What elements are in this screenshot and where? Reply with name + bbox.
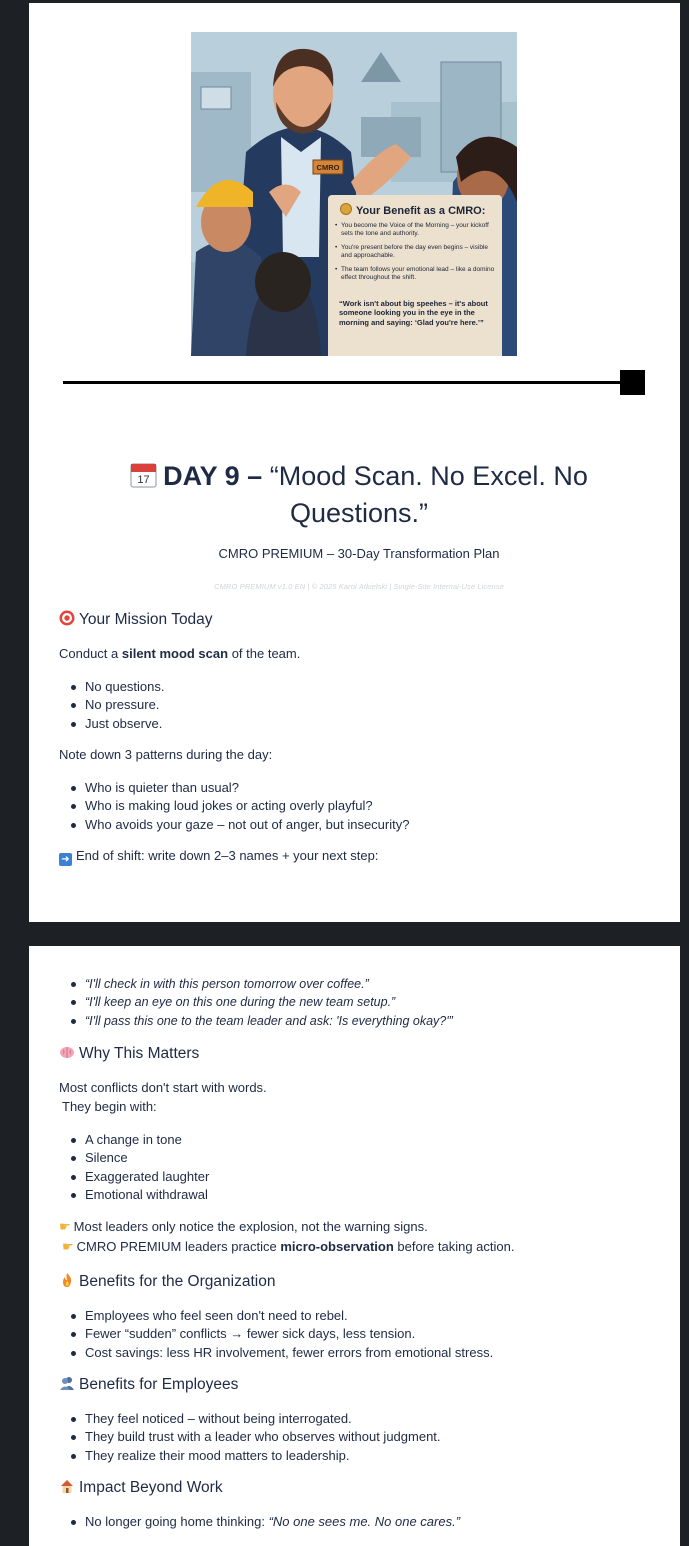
- org-heading: [59, 1272, 275, 1291]
- list-item: “I'll check in with this person tomorrow over coffee.”: [69, 975, 453, 993]
- license-text: CMRO PREMIUM v1.0 EN | © 2025 Karol Atkielski | Single-Site Internal-Use License: [214, 582, 504, 591]
- fire-icon: [59, 1272, 75, 1288]
- list-item: Employees who feel seen don't need to rebel.: [69, 1307, 493, 1325]
- employees-heading: [59, 1375, 238, 1394]
- coin-icon: [340, 203, 352, 215]
- mission-heading-text: Your Mission Today: [79, 611, 213, 628]
- benefit-title-text: Your Benefit as a CMRO:: [356, 205, 486, 217]
- list-item: “I'll keep an eye on this one during the new team setup.”: [69, 993, 453, 1011]
- list-item: “I'll pass this one to the team leader and ask: 'Is everything okay?'”: [69, 1012, 453, 1030]
- pointing-hand-icon: ☛: [59, 1219, 71, 1234]
- org-list: [69, 1307, 493, 1362]
- benefit-item: • You're present before the day even begins – visible and approachable.: [335, 244, 497, 261]
- page-1: [29, 3, 680, 922]
- list-item: Just observe.: [69, 715, 165, 733]
- why-note-2: ☛ CMRO PREMIUM leaders practice micro-observation before taking action.: [62, 1239, 515, 1254]
- benefit-callout: [328, 195, 502, 356]
- title-day: DAY 9 –: [163, 461, 263, 491]
- benefit-title: [340, 203, 485, 217]
- list-item: A change in tone: [69, 1131, 209, 1149]
- benefit-quote: “Work isn't about big speehes – it's about someone looking you in the eye in the morning and saying: ‘Glad you're here.’”: [339, 299, 488, 327]
- divider-line: [63, 381, 623, 384]
- list-item: No questions.: [69, 678, 165, 696]
- employees-heading-text: Benefits for Employees: [79, 1376, 239, 1393]
- org-heading-text: Benefits for the Organization: [79, 1273, 276, 1290]
- mission-intro: Conduct a silent mood scan of the team.: [59, 646, 301, 661]
- target-icon: [59, 610, 75, 626]
- list-item: They build trust with a leader who observes without judgment.: [69, 1428, 441, 1446]
- subtitle: CMRO PREMIUM – 30-Day Transformation Plan: [218, 546, 500, 561]
- list-item: Exaggerated laughter: [69, 1168, 209, 1186]
- patterns-intro: Note down 3 patterns during the day:: [59, 747, 273, 762]
- page-title: [89, 458, 629, 532]
- list-item: Fewer “sudden” conflicts → fewer sick days, less tension.: [69, 1325, 493, 1343]
- why-line-1: Most conflicts don't start with words.: [59, 1080, 267, 1095]
- cmro-badge: CMRO: [316, 163, 340, 172]
- impact-list: [69, 1513, 460, 1531]
- right-arrow-icon: ➜: [59, 853, 72, 866]
- employees-list: [69, 1410, 441, 1465]
- divider-square: [620, 370, 645, 395]
- house-icon: [59, 1478, 75, 1494]
- list-item: No pressure.: [69, 696, 165, 714]
- list-item: Emotional withdrawal: [69, 1186, 209, 1204]
- patterns-list: [69, 779, 409, 834]
- list-item: Who avoids your gaze – not out of anger, but insecurity?: [69, 816, 409, 834]
- signals-list: [69, 1131, 209, 1204]
- people-icon: [59, 1375, 75, 1391]
- brain-icon: [59, 1044, 75, 1060]
- calendar-icon: [130, 461, 157, 488]
- mission-rules: [69, 678, 165, 733]
- list-item: They feel noticed – without being interrogated.: [69, 1410, 441, 1428]
- list-item: Who is making loud jokes or acting overly playful?: [69, 797, 409, 815]
- list-item: Who is quieter than usual?: [69, 779, 409, 797]
- title-text: “Mood Scan. No Excel. No Questions.”: [269, 461, 588, 528]
- benefit-list: [335, 222, 497, 287]
- benefit-item: • You become the Voice of the Morning – your kickoff sets the tone and authority.: [335, 222, 497, 239]
- impact-heading-text: Impact Beyond Work: [79, 1479, 223, 1496]
- illustration: [191, 32, 517, 356]
- list-item: They realize their mood matters to leadership.: [69, 1447, 441, 1465]
- why-heading: [59, 1044, 199, 1063]
- svg-text:17: 17: [137, 474, 150, 486]
- list-item: Silence: [69, 1149, 209, 1167]
- benefit-item: • The team follows your emotional lead – like a domino effect throughout the shift.: [335, 266, 497, 283]
- page-2: [29, 946, 680, 1546]
- end-of-shift: ➜ End of shift: write down 2–3 names + your next step:: [59, 847, 378, 866]
- pointing-hand-icon: ☛: [62, 1239, 74, 1254]
- why-heading-text: Why This Matters: [79, 1045, 200, 1062]
- list-item: Cost savings: less HR involvement, fewer errors from emotional stress.: [69, 1344, 493, 1362]
- why-note-1: ☛ Most leaders only notice the explosion, not the warning signs.: [59, 1219, 428, 1234]
- mission-heading: [59, 610, 213, 629]
- next-steps-list: [69, 975, 453, 1030]
- why-line-2: They begin with:: [62, 1099, 157, 1114]
- list-item: No longer going home thinking: “No one sees me. No one cares.”: [69, 1513, 460, 1531]
- impact-heading: [59, 1478, 223, 1497]
